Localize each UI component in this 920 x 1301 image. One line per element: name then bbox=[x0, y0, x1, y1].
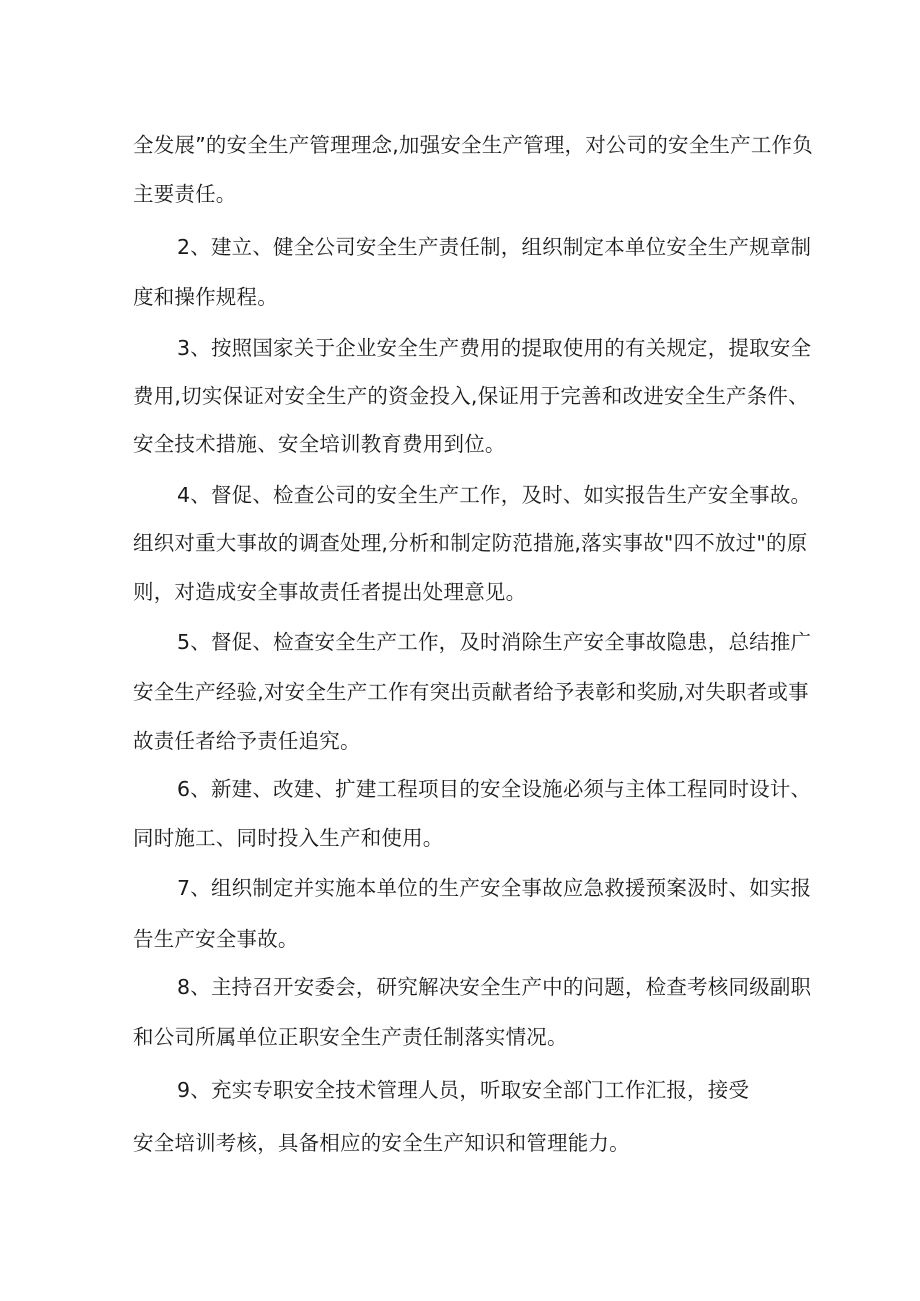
list-item-7-line: 7、组织制定并实施本单位的生产安全事故应急救援预案汲时、如实报 bbox=[177, 876, 812, 900]
list-item-4-line: 4、督促、检查公司的安全生产工作，及时、如实报告生产安全事故。 bbox=[177, 483, 812, 507]
list-item-6-line: 6、新建、改建、扩建工程项目的安全设施必须与主体工程同时设计、 bbox=[177, 777, 812, 801]
list-item-3-line: 安全技术措施、安全培训教育费用到位。 bbox=[133, 432, 506, 456]
list-item-9-line: 安全培训考核，具备相应的安全生产知识和管理能力。 bbox=[133, 1131, 630, 1155]
list-item-2-line: 度和操作规程。 bbox=[133, 285, 278, 309]
list-item-4-line: 组织对重大事故的调查处理,分析和制定防范措施,落实事故"四不放过"的原 bbox=[133, 531, 808, 555]
paragraph-line: 主要责任。 bbox=[133, 182, 237, 206]
list-item-7-line: 告生产安全事故。 bbox=[133, 927, 299, 951]
list-item-5-line: 安全生产经验,对安全生产工作有突出贡献者给予表彰和奖励,对失职者或事 bbox=[133, 680, 809, 704]
list-item-4-line: 则，对造成安全事故责任者提出处理意见。 bbox=[133, 580, 527, 604]
list-item-3-line: 3、按照国家关于企业安全生产费用的提取使用的有关规定，提取安全 bbox=[177, 336, 812, 360]
list-item-9-line: 9、充实专职安全技术管理人员，听取安全部门工作汇报，接受 bbox=[177, 1078, 750, 1102]
list-item-5-line: 5、督促、检查安全生产工作，及时消除生产安全事故隐患，总结推广 bbox=[177, 630, 812, 654]
list-item-3-line: 费用,切实保证对安全生产的资金投入,保证用于完善和改进安全生产条件、 bbox=[133, 384, 809, 408]
list-item-5-line: 故责任者给予责任追究。 bbox=[133, 729, 361, 753]
list-item-2-line: 2、建立、健全公司安全生产责任制，组织制定本单位安全生产规章制 bbox=[177, 235, 812, 259]
list-item-8-line: 和公司所属单位正职安全生产责任制落实情况。 bbox=[133, 1025, 568, 1049]
list-item-6-line: 同时施工、同时投入生产和使用。 bbox=[133, 826, 444, 850]
paragraph-line: 全发展”的安全生产管理理念,加强安全生产管理，对公司的安全生产工作负 bbox=[133, 133, 813, 157]
list-item-8-line: 8、主持召开安委会，研究解决安全生产中的问题，检查考核同级副职 bbox=[177, 975, 812, 999]
